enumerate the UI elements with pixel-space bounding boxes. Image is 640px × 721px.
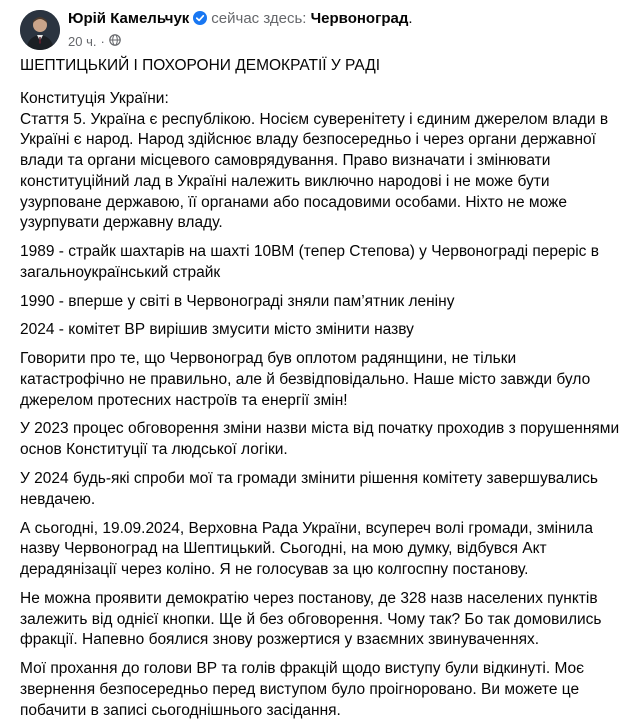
post-paragraph: Говорити про те, що Червоноград був оплотом радянщини, не тільки катастрофічно не правильно, але й безвідповідально. Наше місто завжди було джерелом протесних настроїв та енергії змін! <box>20 350 591 409</box>
avatar-photo <box>20 10 60 50</box>
constitution-heading: Конституція України: <box>20 89 169 107</box>
avatar[interactable] <box>20 10 60 50</box>
post-paragraph: Не можна проявити демократію через постанову, де 328 назв населених пунктів залежить від однієї кнопки. Ще й без обговорення. Чому так? Бо так домовились фракції. Напевно боялися знову розжертися у взаємних звинуваченнях. <box>20 589 602 649</box>
post-header <box>20 0 624 52</box>
post-meta <box>68 10 413 50</box>
author-line <box>68 10 413 30</box>
author-name[interactable]: Юрій Камельчук <box>68 10 190 27</box>
post-title: ШЕПТИЦЬКИЙ І ПОХОРОНИ ДЕМОКРАТІЇ У РАДІ <box>20 57 380 74</box>
post-time[interactable]: 20 ч. <box>68 34 97 49</box>
post-content <box>20 56 624 721</box>
article-text: Стаття 5. Україна є республікою. Носієм суверенітету і єдиним джерелом влади в Україні є народ. Народ здійснює владу безпосередньо і через органи державної влади та органи місцевого самоврядування. Право визначати і змінювати конституційний лад в Україні належить виключно народові і не може бути узурповане державою, її органами або посадовими особами. Ніхто не може узурпувати державну владу. <box>20 110 609 232</box>
post-paragraph: 2024 - комітет ВР вирішив змусити місто змінити назву <box>20 321 414 339</box>
post-paragraph: У 2024 будь-які спроби мої та громади змінити рішення комітету завершувались невдачею. <box>20 470 598 508</box>
post-paragraph: А сьогодні, 19.09.2024, Верховна Рада України, всупереч волі громади, змінила назву Червоноград на Шептицький. Сьогодні, на мою думку, відбувся Акт дерадянізації через коліно. Я не голосував за цю колгоспну постанову. <box>20 519 593 579</box>
location-suffix: . <box>408 10 413 27</box>
post-paragraph: 1990 - вперше у світі в Червонограді зняли пам’ятник леніну <box>20 292 455 310</box>
post-paragraph: У 2023 процес обговорення зміни назви міста від початку проходив з порушеннями основ Конституції та людської логіки. <box>20 420 620 459</box>
status-text: сейчас здесь: <box>211 10 307 27</box>
globe-icon[interactable] <box>109 34 121 50</box>
post-paragraph <box>20 89 624 234</box>
location-link[interactable]: Червоноград <box>310 10 409 27</box>
verified-badge-icon <box>193 11 207 30</box>
post-subline <box>68 34 413 50</box>
post-paragraph: 1989 - страйк шахтарів на шахті 10ВМ (тепер Степова) у Червонограді переріс в загальноукраїнський страйк <box>20 243 599 281</box>
separator-dot: · <box>100 34 105 49</box>
post-paragraph: Мої прохання до голови ВР та голів фракцій щодо виступу були відкинуті. Моє звернення безпосередньо перед виступом було проігноровано. Ви можете це побачити в записі сьогоднішнього засідання. <box>20 660 585 719</box>
